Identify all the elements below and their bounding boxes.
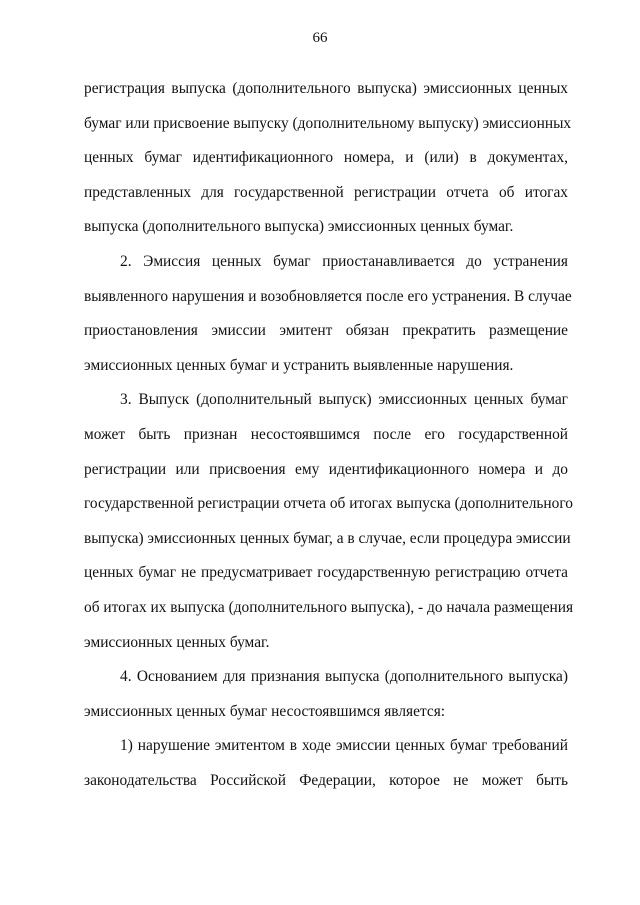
text-line: 1) нарушение эмитентом в ходе эмиссии ценных бумаг требований	[120, 737, 568, 755]
text-line: законодательства Российской Федерации, которое не может быть	[84, 771, 568, 789]
paragraph-item-2	[84, 245, 572, 383]
paragraph-item-4	[84, 660, 568, 729]
paragraph-subitem-1	[84, 729, 568, 798]
text-line: эмиссионных ценных бумаг.	[84, 633, 270, 651]
text-line: эмиссионных ценных бумаг и устранить выявленные нарушения.	[84, 356, 514, 374]
text-line: бумаг или присвоение выпуску (дополнительному выпуску) эмиссионных	[84, 114, 572, 132]
text-line: выпуска) эмиссионных ценных бумаг, а в случае, если процедура эмиссии	[84, 529, 571, 547]
text-line: 3. Выпуск (дополнительный выпуск) эмиссионных ценных бумаг	[120, 391, 568, 409]
paragraph-item-3	[84, 383, 574, 660]
page-number: 66	[312, 30, 328, 46]
text-line: выявленного нарушения и возобновляется после его устранения. В случае	[84, 287, 572, 305]
text-line: 2. Эмиссия ценных бумаг приостанавливается до устранения	[120, 252, 568, 270]
text-line: ценных бумаг не предусматривает государственную регистрацию отчета	[84, 564, 568, 582]
text-line: представленных для государственной регистрации отчета об итогах	[84, 183, 568, 201]
text-line: регистрации или присвоения ему идентификационного номера и до	[84, 460, 568, 478]
document-body	[84, 72, 574, 798]
text-line: 4. Основанием для признания выпуска (дополнительного выпуска)	[120, 668, 568, 686]
text-line: ценных бумаг идентификационного номера, и (или) в документах,	[84, 149, 568, 167]
text-line: регистрация выпуска (дополнительного выпуска) эмиссионных ценных	[84, 80, 568, 97]
text-line: государственной регистрации отчета об итогах выпуска (дополнительного	[84, 495, 573, 513]
text-line: может быть признан несостоявшимся после его государственной	[84, 425, 568, 443]
text-line: эмиссионных ценных бумаг несостоявшимся является:	[84, 702, 446, 720]
paragraph-continuation	[84, 72, 572, 245]
text-line: об итогах их выпуска (дополнительного выпуска), - до начала размещения	[84, 598, 574, 616]
text-line: выпуска (дополнительного выпуска) эмиссионных ценных бумаг.	[84, 218, 514, 236]
text-line: приостановления эмиссии эмитент обязан прекратить размещение	[84, 322, 568, 340]
